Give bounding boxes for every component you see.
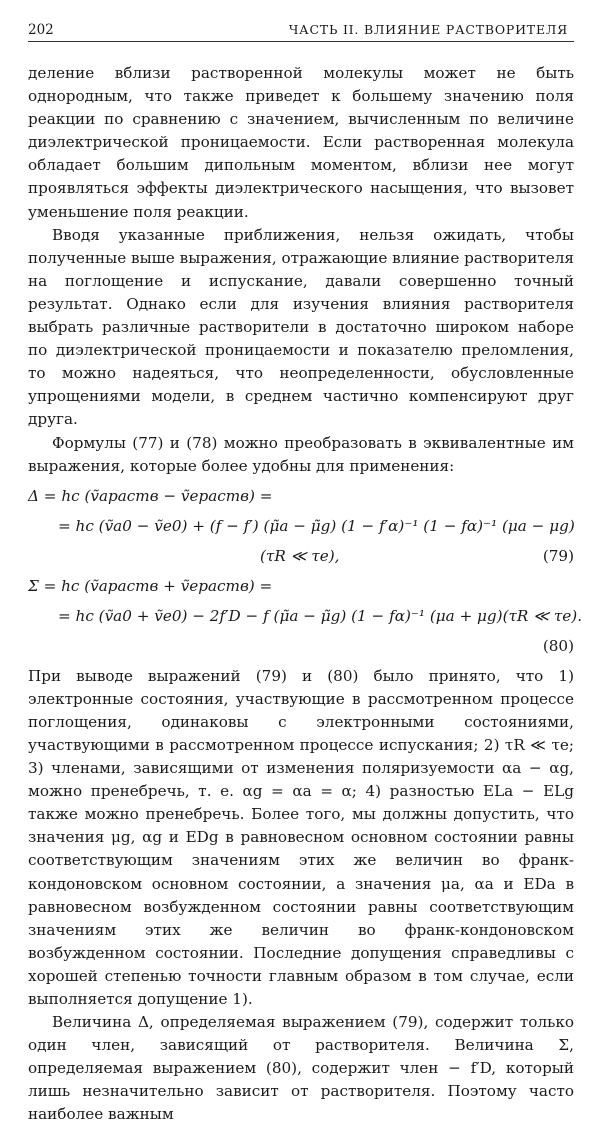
paragraph-4: При выводе выражений (79) и (80) было принято, что 1) электронные состояния, участвующие в рассмотренном процессе поглощения, одинаковы с электронными состояниями, участвующими в рассмотренном процессе испускания; 2) τR ≪ τe; 3) членами, зависящими от изменения поляризуемости αa − αg, можно пренебречь, т. е. αg = αa = α; 4) разностью ELa − ELg также можно пренебречь. Более того, мы должны допустить, что значения μg, αg и EDg в равновесном основном состоянии равны соответствующим значениям этих же величин во франк-кондоновском основном состоянии, а значения μa, αa и EDa в равновесном возбужденном состоянии равны соответствующим значениям этих же величин во франк-кондоновском возбужденном состоянии. Последние допущения справедливы с хорошей степенью точности главным образом в том случае, если выполняется допущение 1). [28,666,574,1008]
page-number: 202 [28,22,54,38]
eq79-line2: = hc (ṽa0 − ṽe0) + (f − f′) (μ̃a − μ̃g) (1 − f′α)⁻¹ (1 − fα)⁻¹ (μa − μg) [58,516,575,535]
eq80-line1: Σ = hc (ṽaраств + ṽeраств) = [28,576,273,595]
equation-79 [28,481,574,571]
paragraph-1: деление вблизи растворенной молекулы может не быть однородным, что также приведет к большему значению поля реакции по сравнению с значением, вычисленным по величине диэлектрической проницаемости. Если растворенная молекула обладает большим дипольным моментом, вблизи нее могут проявляться эффекты диэлектрического насыщения, что вызовет уменьшение поля реакции. [28,64,574,221]
running-header [28,22,574,42]
eq80-line2: = hc (ṽa0 + ṽe0) − 2f′D − f (μ̃a − μ̃g) (1 − fα)⁻¹ (μa + μg) [58,606,503,625]
page-body [28,62,583,1127]
equation-80 [28,571,583,661]
page [28,22,583,1127]
paragraph-2: Вводя указанные приближения, нельзя ожидать, чтобы полученные выше выражения, отражающие влияние растворителя на поглощение и испускание, давали совершенно точный результат. Однако если для изучения влияния растворителя выбрать различные растворители в достаточно широком наборе по диэлектрической проницаемости и показателю преломления, то можно надеяться, что неопределенности, обусловленные упрощениями модели, в среднем частично компенсируют друг друга. [28,225,574,429]
eq80-condition: (τR ≪ τe). [502,606,583,625]
eq79-line1: Δ = hc (ṽaраств − ṽeраств) = [28,486,273,505]
eq80-number: (80) [542,636,574,655]
paragraph-3: Формулы (77) и (78) можно преобразовать в эквивалентные им выражения, которые более удобны для применения: [28,433,574,475]
eq79-number: (79) [542,546,574,565]
paragraph-5: Величина Δ, определяемая выражением (79), содержит только один член, зависящий от растворителя. Величина Σ, определяемая выражением (80), содержит член − f′D, который лишь незначительно зависит от растворителя. Поэтому часто наиболее важным [28,1013,574,1124]
eq79-condition: (τR ≪ τe), [260,546,340,565]
running-title: ЧАСТЬ II. ВЛИЯНИЕ РАСТВОРИТЕЛЯ [288,22,568,37]
